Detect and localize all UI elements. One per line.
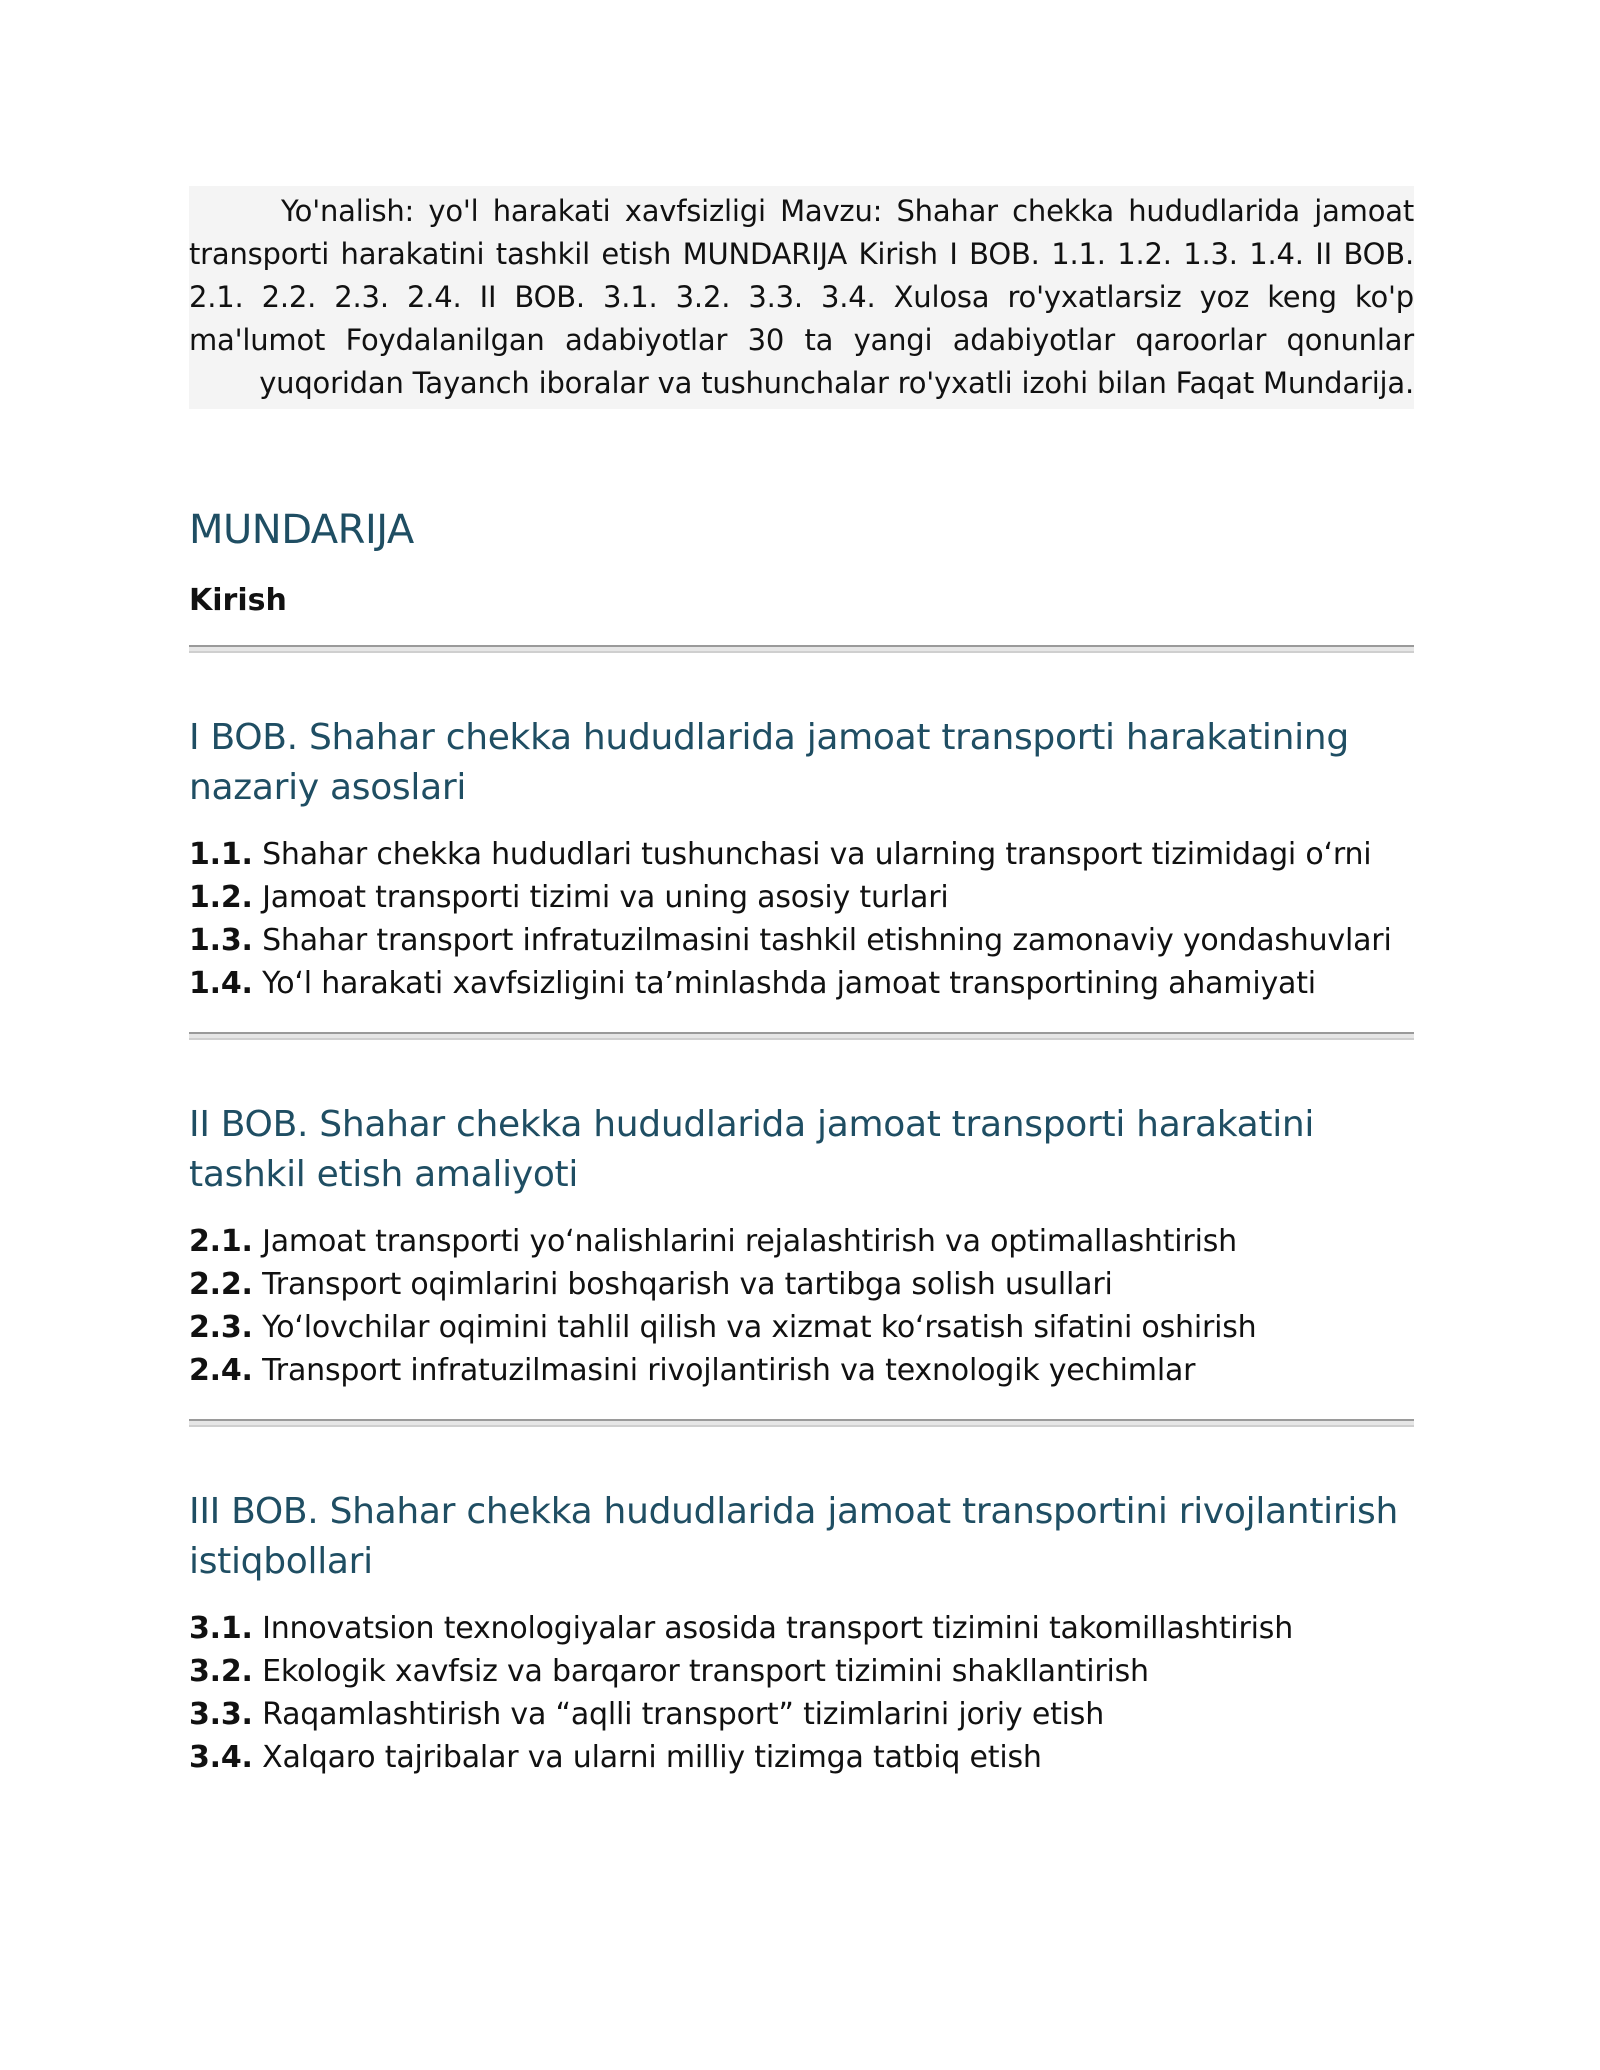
section-item	[189, 1693, 1414, 1736]
section-text: Yo‘lovchilar oqimini tahlil qilish va xizmat ko‘rsatish sifatini oshirish	[262, 1310, 1257, 1345]
section-item	[189, 1736, 1414, 1779]
section-text: Xalqaro tajribalar va ularni milliy tizimga tatbiq etish	[262, 1740, 1042, 1775]
section-item	[189, 1607, 1414, 1650]
section-list	[189, 1607, 1414, 1779]
section-text: Innovatsion texnologiyalar asosida transport tizimini takomillashtirish	[262, 1611, 1294, 1646]
section-text: Jamoat transporti yo‘nalishlarini rejalashtirish va optimallashtirish	[262, 1224, 1237, 1259]
section-text: Raqamlashtirish va “aqlli transport” tizimlarini joriy etish	[262, 1697, 1105, 1732]
section-item	[189, 1263, 1414, 1306]
section-item	[189, 876, 1414, 919]
chapter-title: III BOB. Shahar chekka hududlarida jamoat transportini rivojlantirish istiqbollari	[189, 1491, 1399, 1582]
chapter-title: II BOB. Shahar chekka hududlarida jamoat transporti harakatini tashkil etish amaliyoti	[189, 1104, 1315, 1195]
section-number: 1.3.	[189, 923, 253, 958]
section-item	[189, 833, 1414, 876]
divider	[189, 645, 1414, 653]
section-number: 3.3.	[189, 1697, 253, 1732]
section-number: 3.2.	[189, 1654, 253, 1689]
chapter-title: I BOB. Shahar chekka hududlarida jamoat transporti harakatining nazariy asoslari	[189, 717, 1349, 808]
section-list	[189, 833, 1414, 1005]
section-number: 2.3.	[189, 1310, 253, 1345]
section-number: 3.1.	[189, 1611, 253, 1646]
section-list	[189, 1220, 1414, 1392]
section-item	[189, 1220, 1414, 1263]
section-text: Ekologik xavfsiz va barqaror transport tizimini shakllantirish	[262, 1654, 1149, 1689]
document-page	[189, 186, 1414, 1779]
section-number: 2.2.	[189, 1267, 253, 1302]
section-number: 1.4.	[189, 966, 253, 1001]
section-text: Transport oqimlarini boshqarish va tartibga solish usullari	[262, 1267, 1113, 1302]
section-number: 1.1.	[189, 837, 253, 872]
section-text: Jamoat transporti tizimi va uning asosiy turlari	[262, 880, 949, 915]
intro-heading: Kirish	[189, 583, 287, 618]
section-number: 3.4.	[189, 1740, 253, 1775]
section-number: 2.1.	[189, 1224, 253, 1259]
section-text: Shahar chekka hududlari tushunchasi va ularning transport tizimidagi o‘rni	[262, 837, 1372, 872]
section-item	[189, 919, 1414, 962]
section-number: 2.4.	[189, 1353, 253, 1388]
section-item	[189, 1349, 1414, 1392]
section-number: 1.2.	[189, 880, 253, 915]
divider	[189, 1419, 1414, 1427]
divider	[189, 1032, 1414, 1040]
section-item	[189, 1650, 1414, 1693]
section-text: Yo‘l harakati xavfsizligini ta’minlashda jamoat transportining ahamiyati	[262, 966, 1316, 1001]
section-text: Shahar transport infratuzilmasini tashkil etishning zamonaviy yondashuvlari	[262, 923, 1392, 958]
prompt-text-block: Yo'nalish: yo'l harakati xavfsizligi Mavzu: Shahar chekka hududlarida jamoat transporti harakatini tashkil etish MUNDARIJA Kirish I BOB. 1.1. 1.2. 1.3. 1.4. II BOB. 2.1. 2.2. 2.3. 2.4. II BOB. 3.1. 3.2. 3.3. 3.4. Xulosa ro'yxatlarsiz yoz keng ko'p ma'lumot Foydalanilgan adabiyotlar 30 ta yangi adabiyotlar qaroorlar qonunlar yuqoridan Tayanch iboralar va tushunchalar ro'yxatli izohi bilan Faqat Mundarija.	[189, 186, 1414, 409]
section-text: Transport infratuzilmasini rivojlantirish va texnologik yechimlar	[262, 1353, 1196, 1388]
toc-title: MUNDARIJA	[189, 507, 414, 553]
section-item	[189, 1306, 1414, 1349]
section-item	[189, 962, 1414, 1005]
